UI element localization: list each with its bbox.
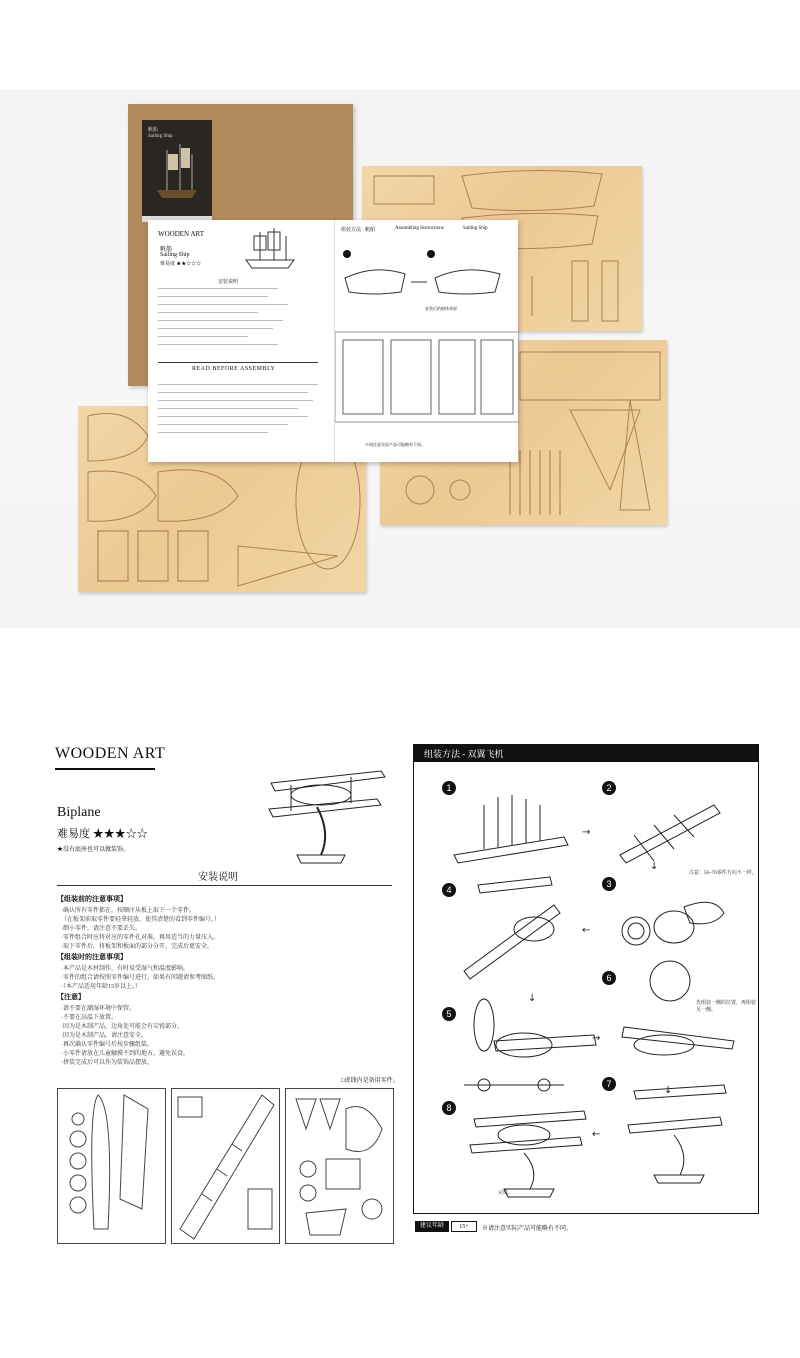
spare-parts-note: □虚线内是备用零件。 xyxy=(341,1078,399,1084)
notes-line: ·再次确认零件编号后按步骤组装。 xyxy=(61,1042,153,1048)
instruction-sheet-front xyxy=(148,220,330,462)
product-photo xyxy=(0,90,800,628)
parts-sheet-1 xyxy=(57,1088,166,1244)
booklet-title-en: Sailing Ship xyxy=(160,252,190,258)
step-number-2: 2 xyxy=(602,781,616,795)
sheet-header-cn: 组装方法 · 帆船 xyxy=(341,228,376,233)
parts-sheet-3-drawing xyxy=(286,1089,393,1243)
step-number-8: 8 xyxy=(442,1101,456,1115)
disclaimer-note: ※请注意实际产品可能略有不同。 xyxy=(482,1226,573,1232)
before-line: ·零件组合时应将对应的零件孔对准，再用适当的力量压入。 xyxy=(61,935,219,941)
step-number-6: 6 xyxy=(602,971,616,985)
difficulty-rating: 难易度 ★★★☆☆ xyxy=(57,828,148,840)
instructions-divider xyxy=(57,885,392,886)
instruction-sheet-steps xyxy=(334,220,519,462)
sheet-footer: ※请注意实际产品可能略有不同。 xyxy=(365,442,425,447)
sheet-drawings xyxy=(335,234,519,434)
arrow-right-icon: → xyxy=(582,827,591,838)
parts-sheet-1-drawing xyxy=(58,1089,165,1243)
before-line: ·取下零件后，将板架和板面的部分分开，完成后更安全。 xyxy=(61,944,213,950)
notes-line: ·不要在高温下放置。 xyxy=(61,1015,117,1021)
sheet-header-en: Assembling Instructions xyxy=(395,226,444,231)
brand-title: WOODEN ART xyxy=(55,745,166,762)
booklet-instructions-title: 安装说明 xyxy=(218,280,239,285)
assembly-title: 组装方法 - 双翼飞机 xyxy=(424,749,504,759)
arrow-down-icon: ↓ xyxy=(650,861,659,872)
during-line: ·零件的组合请按照零件编号进行，如果有问题请参考图纸。 xyxy=(61,975,219,981)
booklet-difficulty: 难易度 ★★☆☆☆ xyxy=(160,262,202,267)
arrow-right-icon: → xyxy=(592,1033,601,1044)
instructions-left-page xyxy=(43,735,403,1255)
notes-line: ·拼装完成后可以作为装饰品摆放。 xyxy=(61,1060,153,1066)
section-during-title: 【组装时的注意事项】 xyxy=(57,953,127,961)
instruction-sheet xyxy=(148,220,518,462)
arrow-left-icon: ← xyxy=(582,925,591,936)
ship-drawing xyxy=(240,224,300,274)
stand-note: ★没有底座也可以做装饰。 xyxy=(57,847,130,853)
parts-sheet-3 xyxy=(285,1088,394,1244)
instructions-title: 安装说明 xyxy=(198,872,238,883)
assembly-drawings xyxy=(414,745,758,1213)
sheet-caption: 安装后的船体效果 xyxy=(425,306,457,311)
envelope-title-cn: 帆船 xyxy=(148,128,159,133)
during-line: ·（本产品适用年龄15岁以上。） xyxy=(61,984,141,990)
notes-line: ·请不要在潮湿环境中保管。 xyxy=(61,1006,135,1012)
parts-sheet-2 xyxy=(171,1088,280,1244)
before-line: ·确认所有零件都在，按顺序从板上取下一个零件。 xyxy=(61,908,195,914)
envelope-label xyxy=(142,120,212,216)
section-notes-title: 【注意】 xyxy=(57,993,85,1001)
done-label: 完成。 xyxy=(498,1191,514,1196)
booklet-title-cn: 帆船 xyxy=(160,247,173,253)
before-line: （在板架前取零件要轻拿轻放，使其清楚的看到零件编号，） xyxy=(61,917,221,923)
notes-line: ·因为是木制产品，边角处可能会有尖锐部分。 xyxy=(61,1024,183,1030)
biplane-drawing xyxy=(261,763,391,873)
age-label: 建议年龄 xyxy=(415,1221,449,1232)
parts-sheet-2-drawing xyxy=(172,1089,279,1243)
section-before-title: 【组装前的注意事项】 xyxy=(57,895,127,903)
envelope-title-en: Sailing Ship xyxy=(148,134,173,139)
arrow-down-icon: ↓ xyxy=(664,1085,673,1096)
sheet-header-name: Sailing Ship xyxy=(463,226,488,231)
before-line: ·细小零件，请注意不要丢失。 xyxy=(61,926,141,932)
arrow-left-icon: ← xyxy=(592,1129,601,1140)
notes-line: ·因为是木制产品，请注意安全。 xyxy=(61,1033,147,1039)
step-number-1: 1 xyxy=(442,781,456,795)
assembly-steps-page xyxy=(413,744,759,1214)
step-number-5: 5 xyxy=(442,1007,456,1021)
step6-note: 先组装一侧的位置，再组装另一侧。 xyxy=(696,1001,757,1013)
step-number-7: 7 xyxy=(602,1077,616,1091)
ship-image xyxy=(142,120,212,216)
booklet-brand: WOODEN ART xyxy=(158,230,205,238)
booklet-read-before: READ BEFORE ASSEMBLY xyxy=(192,366,276,372)
brand-underline xyxy=(55,768,155,770)
step-number-4: 4 xyxy=(442,883,456,897)
step2-note: 注意：56~70零件方向不一样。 xyxy=(689,871,757,876)
arrow-down-icon: ↓ xyxy=(528,993,537,1004)
during-line: ·本产品是木材制作，有时易受湿气和温度影响。 xyxy=(61,966,189,972)
step-number-3: 3 xyxy=(602,877,616,891)
model-name: Biplane xyxy=(57,805,101,820)
notes-line: ·小零件请放在儿童触摸不到的地方，避免误食。 xyxy=(61,1051,189,1057)
age-value: 15+ xyxy=(451,1221,477,1232)
